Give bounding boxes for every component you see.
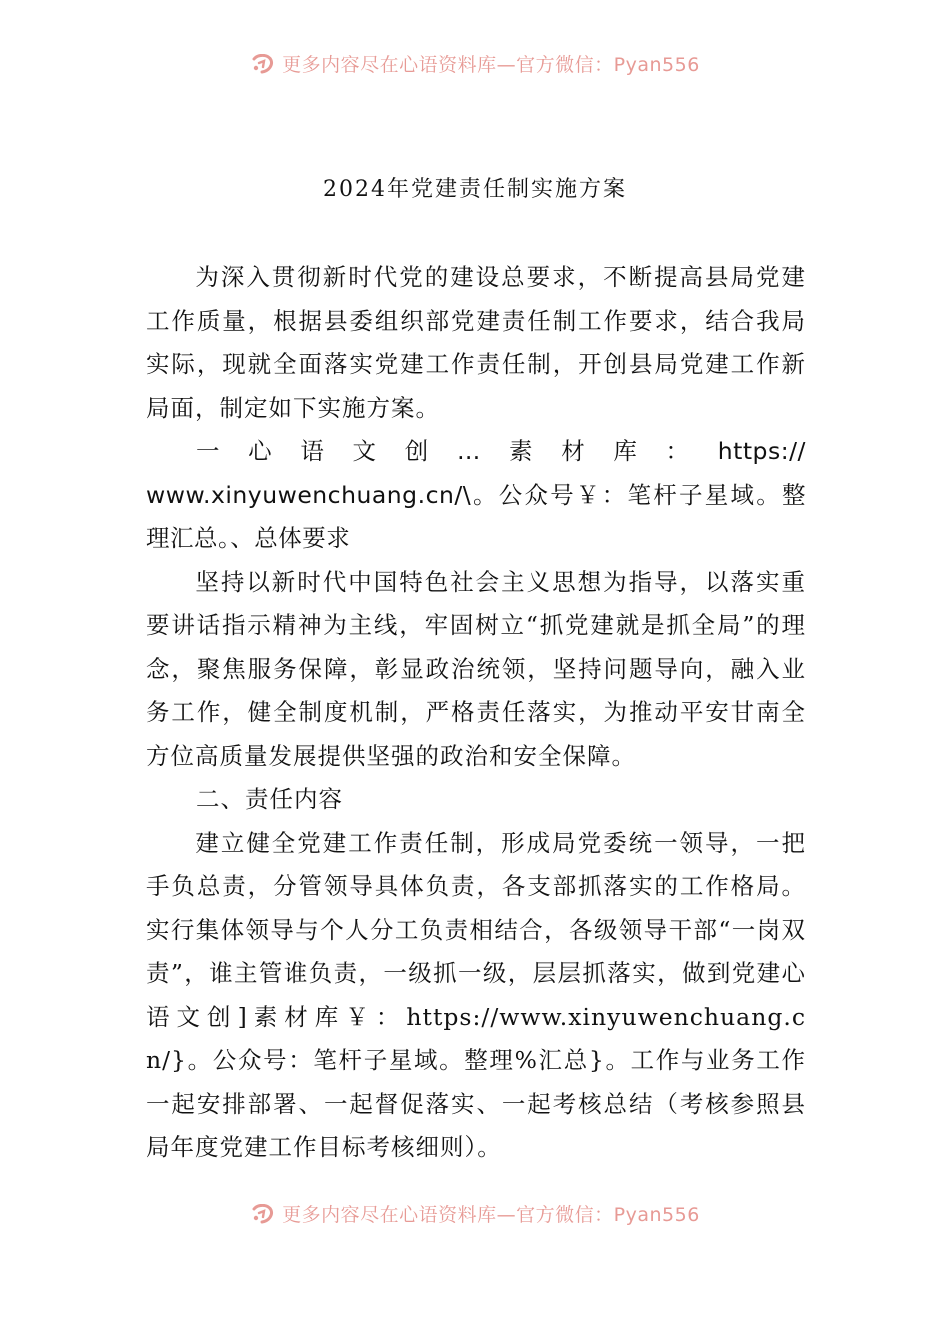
- header-watermark: [0, 54, 950, 86]
- watermark-logo-icon: [250, 54, 276, 76]
- promo-char: 一: [196, 437, 220, 465]
- footer-watermark: [0, 1204, 950, 1236]
- promo-char: ：: [665, 437, 690, 465]
- promo-char: 心: [248, 437, 273, 465]
- watermark-text: 更多内容尽在心语资料库—官方微信：Pyan556: [282, 54, 700, 76]
- promo-url-start: https://: [717, 437, 806, 465]
- promo-char: 素: [509, 437, 534, 465]
- section2-heading: 二、责任内容: [196, 785, 343, 813]
- section2-body: 建立健全党建工作责任制，形成局党委统一领导，一把手负总责，分管领导具体负责，各支部抓落实的工作格局。实行集体领导与个人分工负责相结合，各级领导干部“一岗双责”，谁主管谁负责，一级抓一级，层层抓落实，做到党建心语文创]素材库￥：https://www.xinyuwenchuang.cn/}。公众号：笔杆子星域。整理%汇总}。工作与业务工作一起安排部署、一起督促落实、一起考核总结（考核参照县局年度党建工作目标考核细则）。: [146, 828, 806, 1161]
- document-title: 2024年党建责任制实施方案: [323, 177, 627, 202]
- intro-paragraph: 为深入贯彻新时代党的建设总要求，不断提高县局党建工作质量，根据县委组织部党建责任制工作要求，结合我局实际，现就全面落实党建工作责任制，开创县局党建工作新局面，制定如下实施方案。: [146, 263, 806, 422]
- promo-char: 文: [352, 437, 377, 465]
- promo-continuation: www.xinyuwenchuang.cn/\。公众号￥：笔杆子星域。整理汇总。、总体要求: [146, 480, 806, 552]
- promo-char: 创: [404, 437, 429, 465]
- document-body: [146, 256, 806, 1170]
- section1-body: 坚持以新时代中国特色社会主义思想为指导，以落实重要讲话指示精神为主线，牢固树立“抓党建就是抓全局”的理念，聚焦服务保障，彰显政治统领，坚持问题导向，融入业务工作，健全制度机制，严格责任落实，为推动平安甘南全方位高质量发展提供坚强的政治和安全保障。: [146, 567, 806, 770]
- promo-char: 库: [613, 437, 638, 465]
- promo-line: [146, 430, 806, 474]
- promo-char: …: [456, 437, 481, 465]
- watermark-logo-icon: [250, 1204, 276, 1226]
- promo-char: 语: [300, 437, 325, 465]
- promo-char: 材: [561, 437, 586, 465]
- watermark-text: 更多内容尽在心语资料库—官方微信：Pyan556: [282, 1204, 700, 1226]
